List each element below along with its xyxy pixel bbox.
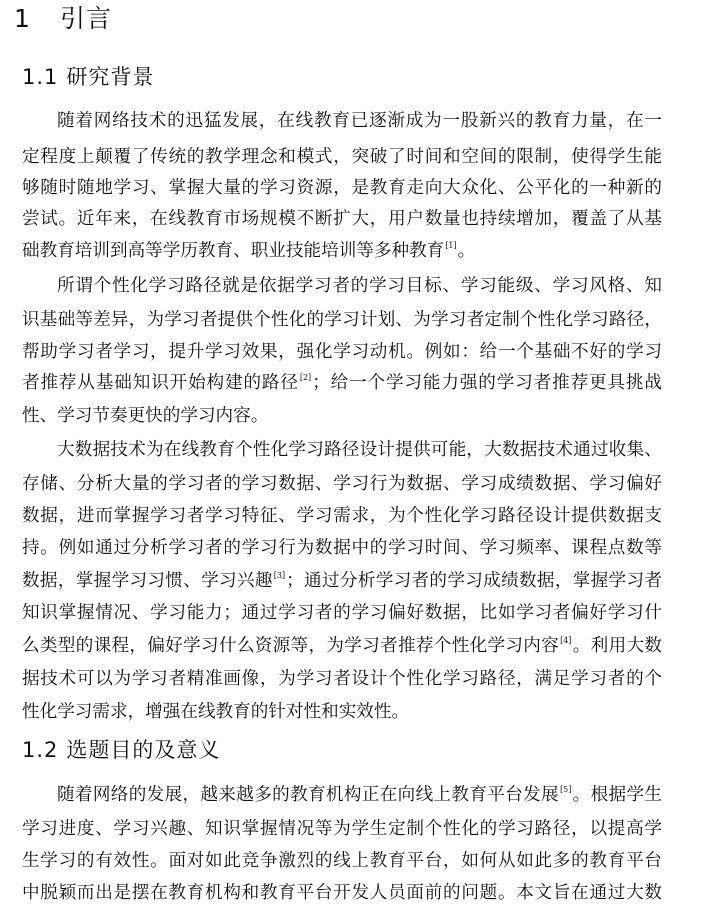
citation-mark: [1]: [445, 241, 457, 250]
text-line: 中脱颖而出是摆在教育机构和教育平台开发人员面前的问题。本文旨在通过大数: [22, 883, 662, 903]
chapter-number: 1: [14, 4, 31, 33]
text-line: 随着网络的发展，越来越多的教育机构正在向线上教育平台发展[5]。根据学生: [57, 785, 662, 805]
citation-mark: [4]: [560, 636, 572, 645]
text-line: 所谓个性化学习路径就是依据学习者的学习目标、学习能级、学习风格、知: [57, 276, 662, 296]
text-line: 帮助学习者学习，提升学习效果，强化学习动机。例如：给一个基础不好的学习: [22, 342, 662, 362]
chapter-title: 引言: [60, 4, 113, 33]
text-line: 够随时随地学习、掌握大量的学习资源，是教育走向大众化、公平化的一种新的: [22, 178, 662, 198]
text-line: 学习进度、学习兴趣、知识掌握情况等为学生定制个性化的学习路径，以提高学: [22, 819, 662, 839]
text-line: 者推荐从基础知识开始构建的路径[2]；给一个学习能力强的学习者推荐更具挑战: [22, 373, 662, 393]
text-line: 定程度上颠覆了传统的教学理念和模式，突破了时间和空间的限制，使得学生能: [22, 147, 662, 167]
section-heading: [22, 62, 154, 92]
text-line: 持。例如通过分析学习者的学习行为数据中的学习时间、学习频率、课程点数等: [22, 538, 662, 558]
section-number: 1.2: [22, 738, 59, 762]
text-line: 数据，掌握学习习惯、学习兴趣[3]；通过分析学习者的学习成绩数据，掌握学习者: [22, 571, 662, 591]
text-line: 知识掌握情况、学习能力；通过学习者的学习偏好数据，比如学习者偏好学习什: [22, 603, 662, 623]
text-line: 识基础等差异，为学习者提供个性化的学习计划、为学习者定制个性化学习路径，: [22, 310, 662, 330]
citation-mark: [5]: [560, 785, 572, 794]
citation-mark: [3]: [273, 571, 286, 580]
section-title: 选题目的及意义: [66, 738, 221, 762]
text-line: 性化学习需求，增强在线教育的针对性和实效性。: [22, 702, 410, 722]
text-line: 存储、分析大量的学习者的学习数据、学习行为数据、学习成绩数据、学习偏好: [22, 474, 662, 494]
text-line: 么类型的课程，偏好学习什么资源等，为学习者推荐个性化学习内容[4]。利用大数: [22, 636, 662, 656]
text-line: 大数据技术为在线教育个性化学习路径设计提供可能，大数据技术通过收集、: [57, 440, 662, 460]
citation-mark: [2]: [299, 373, 312, 382]
text-line: 础教育培训到高等学历教育、职业技能培训等多种教育[1]。: [22, 241, 476, 261]
section-title: 研究背景: [66, 65, 155, 89]
text-line: 生学习的有效性。面对如此竞争激烈的线上教育平台，如何从如此多的教育平台: [22, 851, 662, 871]
text-line: 据技术可以为学习者精准画像，为学习者设计个性化学习路径，满足学习者的个: [22, 669, 662, 689]
section-number: 1.1: [22, 65, 59, 89]
text-line: 随着网络技术的迅猛发展，在线教育已逐渐成为一股新兴的教育力量，在一: [57, 111, 662, 131]
section-heading: [22, 735, 220, 765]
text-line: 性、学习节奏更快的学习内容。: [22, 406, 269, 426]
text-line: 数据，进而掌握学习者学习特征、学习需求，为个性化学习路径设计提供数据支: [22, 506, 662, 526]
text-line: 尝试。近年来，在线教育市场规模不断扩大，用户数量也持续增加，覆盖了从基: [22, 209, 662, 229]
chapter-heading: [14, 2, 112, 36]
